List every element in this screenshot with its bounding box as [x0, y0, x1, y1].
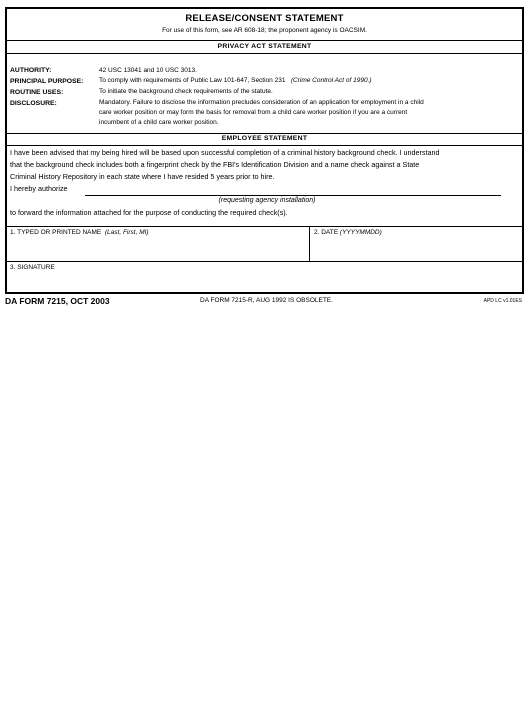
date-field-hint: (YYYYMMDD) [339, 229, 382, 236]
authorize-label: I hereby authorize [10, 184, 68, 193]
date-field-title: 2. DATE [314, 229, 339, 236]
requesting-agency-field[interactable] [85, 195, 501, 196]
employee-statement-heading: EMPLOYEE STATEMENT [221, 135, 308, 142]
routine-uses-label: ROUTINE USES: [10, 89, 64, 96]
name-field-label [10, 229, 149, 236]
name-field-title: 1. TYPED OR PRINTED NAME [10, 229, 102, 236]
privacy-act-heading: PRIVACY ACT STATEMENT [217, 43, 312, 50]
divider [7, 40, 522, 41]
disclosure-label: DISCLOSURE: [10, 100, 57, 107]
signature-field[interactable] [7, 262, 522, 292]
form-subtitle: For use of this form, see AR 608-18; the proponent agency is OACSIM. [162, 27, 367, 34]
divider [7, 133, 522, 134]
principal-purpose-statement: To comply with requirements of Public Law 101-647, Section 231 [99, 77, 286, 84]
authority-label: AUTHORITY: [10, 67, 52, 74]
date-field[interactable] [310, 227, 522, 261]
divider [7, 145, 522, 146]
statement-line: Criminal History Repository in each state where I have resided 5 years prior to hire. [10, 172, 275, 181]
form-title: RELEASE/CONSENT STATEMENT [185, 13, 344, 24]
form-number: DA FORM 7215, OCT 2003 [5, 296, 110, 306]
routine-uses-text: To initiate the background check requirements of the statute. [99, 88, 273, 95]
date-field-label [314, 229, 382, 236]
disclosure-text [99, 98, 499, 128]
authority-text: 42 USC 13041 and 10 USC 3013. [99, 67, 197, 74]
name-field-hint: (Last, First, MI) [104, 229, 149, 236]
principal-purpose-text [99, 76, 499, 86]
disclosure-line: incumbent of a child care worker position. [99, 119, 219, 126]
disclosure-line: Mandatory. Failure to disclose the information precludes consideration of an application for employment in a child [99, 99, 424, 106]
signature-field-label: 3. SIGNATURE [10, 264, 55, 271]
principal-purpose-label: PRINCIPAL PURPOSE: [10, 78, 84, 85]
release-consent-form [5, 7, 524, 294]
principal-purpose-note: (Crime Control Act of 1990.) [290, 77, 372, 84]
divider [7, 53, 522, 54]
statement-line: that the background check includes both a fingerprint check by the FBI's Identification Division and a name check against a State [10, 160, 420, 169]
obsolete-notice: DA FORM 7215-R, AUG 1992 IS OBSOLETE. [200, 297, 333, 304]
closing-statement: to forward the information attached for the purpose of conducting the required check(s). [10, 208, 288, 217]
requesting-agency-hint: (requesting agency installation) [218, 197, 316, 204]
version-label: APD LC v1.01ES [483, 298, 522, 304]
name-field[interactable] [7, 227, 309, 261]
statement-line: I have been advised that my being hired will be based upon successful completion of a criminal history background check. I understand [10, 148, 440, 157]
disclosure-line: care worker position or may form the basis for removal from a child care worker position if you are a current [99, 109, 408, 116]
